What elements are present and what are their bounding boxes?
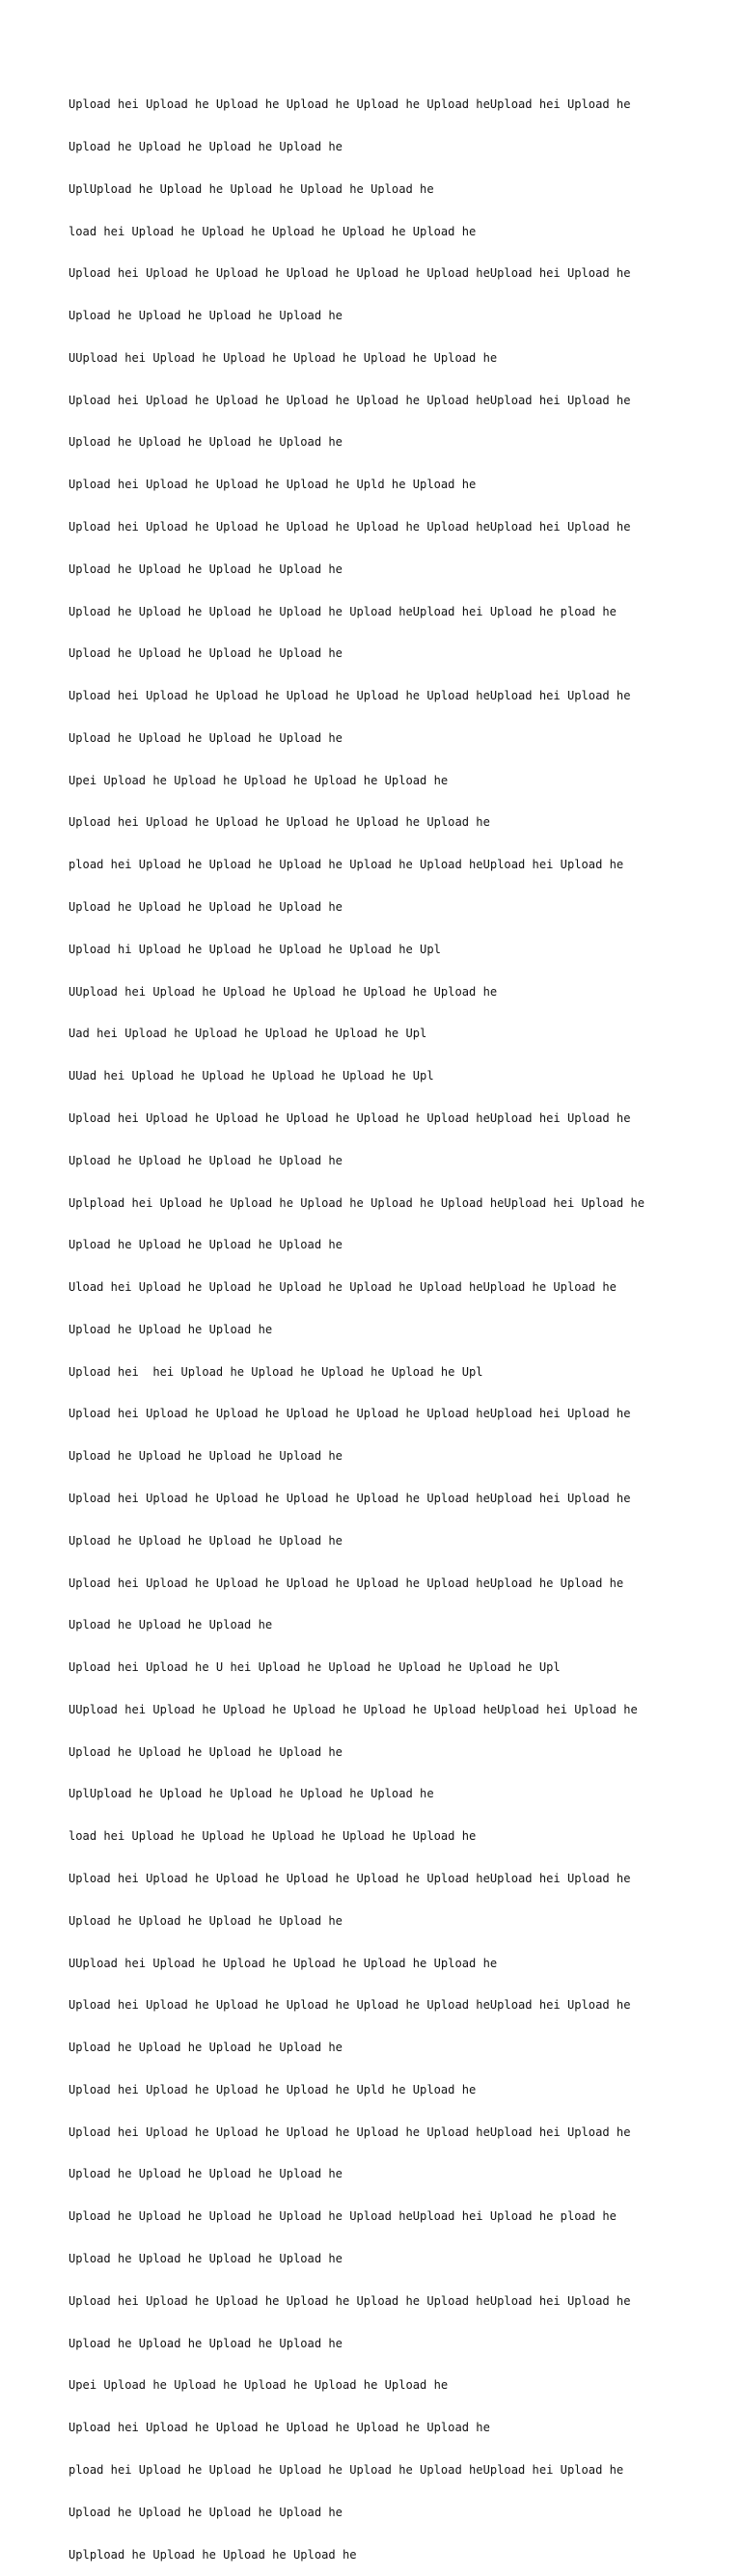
text-line: Upload he Upload he Upload he Upload he [69,562,343,576]
text-line: Upload he Upload he Upload he [69,1618,273,1632]
text-line: UUpload hei Upload he Upload he Upload he Upload he Upload he [69,1956,498,1970]
text-line: Upei Upload he Upload he Upload he Upload he Upload he [69,2378,449,2393]
text-line: Upload hei Upload he Upload he Upload he Upload he Upload he [69,2421,490,2435]
text-line: Upload hei Upload he Upload he Upload he Upload he Upload heUpload hei Upload he [69,689,631,703]
text-line: Upload he Upload he Upload he Upload he [69,2041,343,2055]
text-line: Upload he Upload he Upload he Upload he [69,1153,343,1167]
text-line: Upload hei Upload he Upload he Upload he Upload he Upload heUpload hei Upload he [69,520,631,534]
text-line: Upload he Upload he Upload he Upload he [69,139,343,153]
text-line: Upload hei Upload he Upload he Upload he Upload he Upload he [69,815,490,830]
text-line: Upload hei Upload he Upload he Upload he Upld he Upload he [69,478,477,492]
text-line: Upload hei Upload he Upload he Upload he Upload he Upload heUpload hei Upload he [69,266,631,281]
text-line: Upei Upload he Upload he Upload he Upload he Upload he [69,773,449,787]
text-line: Upload he Upload he Upload he Upload he [69,2252,343,2266]
text-line: Upload hei Upload he Upload he Upload he Upload he Upload heUpload he Upload he [69,1576,624,1590]
text-line: load hei Upload he Upload he Upload he Upload he Upload he [69,224,477,238]
text-line: UUpload hei Upload he Upload he Upload he Upload he Upload he [69,350,498,365]
text-line: Upload he Upload he Upload he Upload he [69,730,343,745]
text-line: Upload he Upload he Upload he Upload he [69,2167,343,2181]
text-line: Upload hei Upload he Upload he Upload he Upload he Upload heUpload hei Upload he [69,2293,631,2308]
text-line: Upload he Upload he Upload he Upload he [69,2336,343,2350]
text-line: UUpload hei Upload he Upload he Upload he Upload he Upload he [69,984,498,999]
text-line: Upload hei Upload he Upload he Upload he Upload he Upload heUpload hei Upload he [69,1407,631,1421]
text-line: Upload he Upload he Upload he Upload he [69,1913,343,1928]
document-body [69,69,734,2576]
text-line: Upload he Upload he Upload he Upload he [69,309,343,323]
text-line: Upload hei Upload he Upload he Upload he Upload he Upload heUpload hei Upload he [69,1998,631,2013]
text-line: Upload hei Upload he Upload he Upload he Upload he Upload heUpload hei Upload he [69,1872,631,1885]
text-line: Upload hei Upload he Upload he Upload he Upload he Upload heUpload hei Upload he [69,393,631,407]
text-line: pload hei Upload he Upload he Upload he Upload he Upload heUpload hei Upload he [69,858,624,872]
text-line: Uplpload he Upload he Upload he Upload he [69,2547,357,2562]
text-line: Upload he Upload he Upload he Upload he Upload heUpload hei Upload he pload he [69,604,617,618]
text-line: Upload he Upload he Upload he Upload he [69,1238,343,1252]
text-line: Upload he Upload he Upload he Upload he [69,435,343,450]
text-line: Upload hei hei Upload he Upload he Upload he Upload he Upl [69,1364,483,1379]
text-line: Uload hei Upload he Upload he Upload he Upload he Upload heUpload he Upload he [69,1280,617,1295]
text-line: Upload hei Upload he Upload he Upload he Upload he Upload heUpload hei Upload he [69,2124,631,2139]
text-line: load hei Upload he Upload he Upload he Upload he Upload he [69,1829,477,1844]
text-line: pload hei Upload he Upload he Upload he Upload he Upload heUpload hei Upload he [69,2462,624,2477]
text-line: UplUpload he Upload he Upload he Upload he Upload he [69,1787,434,1801]
text-line: Upload hi Upload he Upload he Upload he Upload he Upl [69,942,441,956]
text-line: Upload hei Upload he Upload he Upload he Upld he Upload he [69,2082,477,2096]
text-line: Upload he Upload he Upload he Upload he [69,646,343,661]
text-line: Upload he Upload he Upload he Upload he Upload heUpload hei Upload he pload he [69,2209,617,2224]
text-line: Upload hei Upload he Upload he Upload he Upload he Upload heUpload hei Upload he [69,1491,631,1505]
text-line: Uad hei Upload he Upload he Upload he Upload he Upl [69,1027,427,1041]
text-line: Upload hei Upload he Upload he Upload he Upload he Upload heUpload hei Upload he [69,1110,631,1125]
text-line: Upload he Upload he Upload he [69,1322,273,1336]
text-line: Upload he Upload he Upload he Upload he [69,2505,343,2519]
text-line: UplUpload he Upload he Upload he Upload he Upload he [69,181,434,196]
text-line: Upload he Upload he Upload he Upload he [69,1744,343,1759]
text-line: UUpload hei Upload he Upload he Upload he Upload he Upload heUpload hei Upload he [69,1702,638,1716]
text-line: UUad hei Upload he Upload he Upload he Upload he Upl [69,1069,434,1083]
text-line: Upload hei Upload he U hei Upload he Upload he Upload he Upload he Upl [69,1660,561,1675]
text-line: Upload he Upload he Upload he Upload he [69,1449,343,1464]
text-line: Upload hei Upload he Upload he Upload he Upload he Upload heUpload hei Upload he [69,97,631,112]
text-line: Upload he Upload he Upload he Upload he [69,900,343,915]
text-line: Upload he Upload he Upload he Upload he [69,1533,343,1548]
text-line: Uplpload hei Upload he Upload he Upload he Upload he Upload heUpload hei Upload he [69,1195,645,1210]
